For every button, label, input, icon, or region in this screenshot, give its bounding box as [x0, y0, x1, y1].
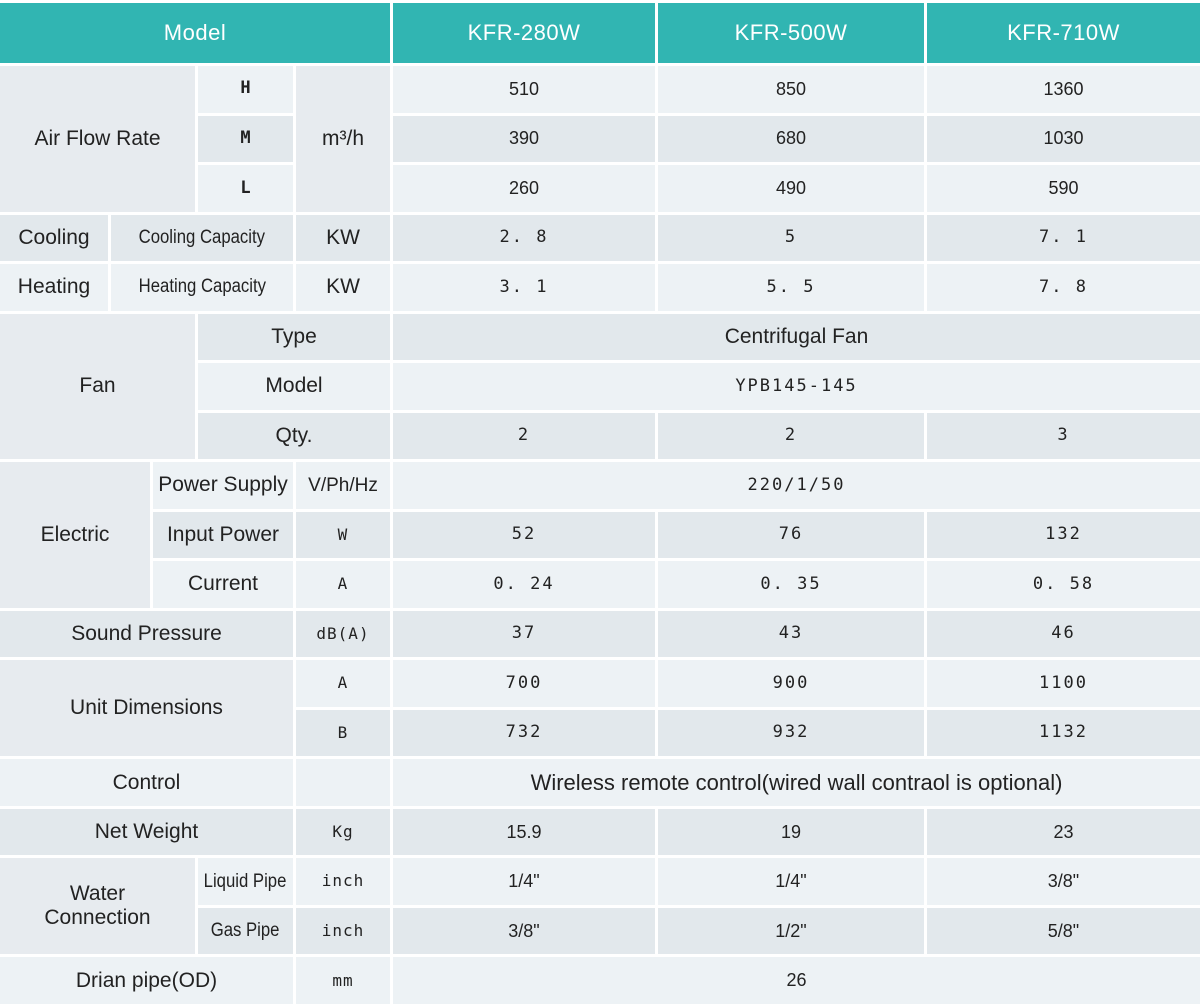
unit-dimensions-label: Unit Dimensions — [0, 660, 293, 756]
value-cell: 932 — [658, 710, 924, 757]
drain-pipe-value: 26 — [393, 957, 1200, 1004]
liquid-pipe-text: Liquid Pipe — [204, 870, 287, 892]
value-cell: 1360 — [927, 66, 1200, 113]
value-cell: 3 — [927, 413, 1200, 460]
value-cell: 1/2" — [658, 908, 924, 955]
gas-pipe-text: Gas Pipe — [211, 920, 280, 942]
value-cell: 0. 35 — [658, 561, 924, 608]
liquid-pipe-label — [198, 858, 293, 905]
column-header-kfr-500w: KFR-500W — [658, 3, 924, 63]
value-cell: 43 — [658, 611, 924, 658]
air-flow-unit: m³/h — [296, 66, 390, 212]
value-cell: 5 — [658, 215, 924, 262]
power-supply-unit: V/Ph/Hz — [296, 462, 390, 509]
input-power-unit: W — [296, 512, 390, 559]
value-cell: 37 — [393, 611, 655, 658]
current-unit: A — [296, 561, 390, 608]
control-label: Control — [0, 759, 293, 806]
fan-qty-label: Qty. — [198, 413, 390, 460]
cooling-group-label: Cooling — [0, 215, 108, 262]
value-cell: 2 — [393, 413, 655, 460]
value-cell: 850 — [658, 66, 924, 113]
value-cell: 5. 5 — [658, 264, 924, 311]
fan-label: Fan — [0, 314, 195, 460]
control-unit-cell-empty — [296, 759, 390, 806]
value-cell: 260 — [393, 165, 655, 212]
dimension-b-label: B — [296, 710, 390, 757]
fan-model-label: Model — [198, 363, 390, 410]
electric-label: Electric — [0, 462, 150, 608]
control-value: Wireless remote control(wired wall contraol is optional) — [393, 759, 1200, 806]
value-cell: 2. 8 — [393, 215, 655, 262]
sound-pressure-label: Sound Pressure — [0, 611, 293, 658]
value-cell: 7. 1 — [927, 215, 1200, 262]
fan-type-label: Type — [198, 314, 390, 361]
dimension-a-label: A — [296, 660, 390, 707]
heating-capacity-text: Heating Capacity — [138, 276, 266, 298]
value-cell: 19 — [658, 809, 924, 856]
drain-pipe-label: Drian pipe(OD) — [0, 957, 293, 1004]
value-cell: 590 — [927, 165, 1200, 212]
value-cell: 23 — [927, 809, 1200, 856]
value-cell: 490 — [658, 165, 924, 212]
model-header-cell: Model — [0, 3, 390, 63]
value-cell: 1030 — [927, 116, 1200, 163]
power-supply-label: Power Supply — [153, 462, 293, 509]
air-flow-speed-l: L — [198, 165, 293, 212]
power-supply-value: 220/1/50 — [393, 462, 1200, 509]
value-cell: 5/8" — [927, 908, 1200, 955]
value-cell: 900 — [658, 660, 924, 707]
value-cell: 3. 1 — [393, 264, 655, 311]
value-cell: 7. 8 — [927, 264, 1200, 311]
column-header-kfr-280w: KFR-280W — [393, 3, 655, 63]
value-cell: 700 — [393, 660, 655, 707]
air-flow-speed-h: H — [198, 66, 293, 113]
value-cell: 76 — [658, 512, 924, 559]
value-cell: 1100 — [927, 660, 1200, 707]
value-cell: 3/8" — [927, 858, 1200, 905]
heating-capacity-label — [111, 264, 293, 311]
value-cell: 46 — [927, 611, 1200, 658]
water-connection-label: Water Connection — [0, 858, 195, 954]
value-cell: 132 — [927, 512, 1200, 559]
value-cell: 0. 58 — [927, 561, 1200, 608]
value-cell: 2 — [658, 413, 924, 460]
heating-group-label: Heating — [0, 264, 108, 311]
value-cell: 680 — [658, 116, 924, 163]
value-cell: 0. 24 — [393, 561, 655, 608]
air-flow-speed-m: M — [198, 116, 293, 163]
value-cell: 510 — [393, 66, 655, 113]
value-cell: 1132 — [927, 710, 1200, 757]
net-weight-label: Net Weight — [0, 809, 293, 856]
liquid-pipe-unit: inch — [296, 858, 390, 905]
cooling-unit: KW — [296, 215, 390, 262]
cooling-capacity-label — [111, 215, 293, 262]
value-cell: 1/4" — [393, 858, 655, 905]
fan-model-value: YPB145-145 — [393, 363, 1200, 410]
drain-pipe-unit: mm — [296, 957, 390, 1004]
value-cell: 1/4" — [658, 858, 924, 905]
current-label: Current — [153, 561, 293, 608]
gas-pipe-label — [198, 908, 293, 955]
value-cell: 15.9 — [393, 809, 655, 856]
column-header-kfr-710w: KFR-710W — [927, 3, 1200, 63]
value-cell: 3/8" — [393, 908, 655, 955]
net-weight-unit: Kg — [296, 809, 390, 856]
value-cell: 390 — [393, 116, 655, 163]
value-cell: 732 — [393, 710, 655, 757]
air-flow-rate-label: Air Flow Rate — [0, 66, 195, 212]
value-cell: 52 — [393, 512, 655, 559]
gas-pipe-unit: inch — [296, 908, 390, 955]
sound-pressure-unit: dB(A) — [296, 611, 390, 658]
input-power-label: Input Power — [153, 512, 293, 559]
heating-unit: KW — [296, 264, 390, 311]
cooling-capacity-text: Cooling Capacity — [138, 226, 266, 248]
fan-type-value: Centrifugal Fan — [393, 314, 1200, 361]
